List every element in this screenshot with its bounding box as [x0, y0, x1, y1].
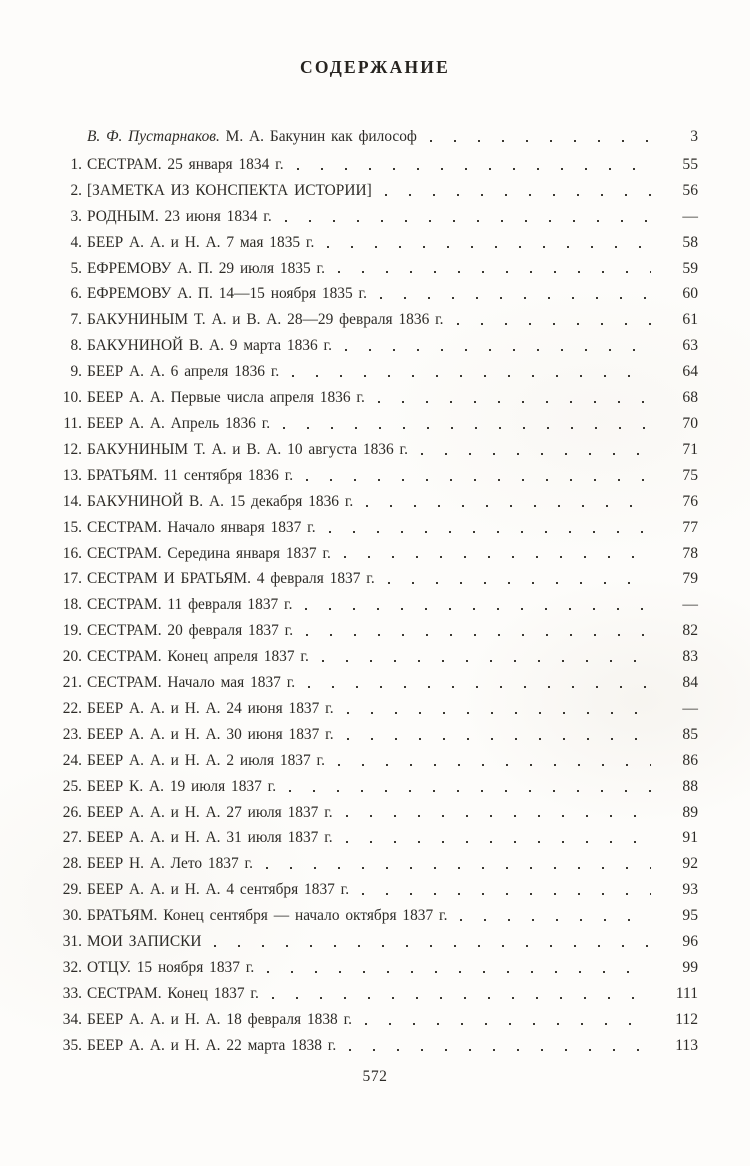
toc-entry [60, 307, 698, 333]
toc-entry-title: СЕСТРАМ. Середина января 1837 г. [87, 544, 331, 562]
toc-entry [60, 411, 698, 437]
page-folio-number: 572 [362, 1067, 388, 1085]
toc-entry-page: 55 [682, 155, 698, 173]
toc-entry [60, 333, 698, 359]
dot-leader [284, 152, 651, 178]
dot-leader [353, 489, 651, 515]
toc-entry-title [87, 124, 417, 150]
toc-entry-number: 32. [62, 959, 82, 976]
toc-entry [60, 929, 698, 955]
toc-entry-page: 92 [682, 855, 698, 873]
toc-entry-title: ЕФРЕМОВУ А. П. 29 июля 1835 г. [87, 259, 325, 277]
dot-leader [334, 722, 651, 748]
toc-entry [60, 592, 698, 618]
dot-leader [272, 204, 651, 230]
toc-entry-number: 5. [70, 259, 82, 277]
toc-entry-page: 91 [682, 829, 698, 847]
dot-leader [336, 1033, 651, 1059]
toc-entry [60, 1033, 698, 1059]
toc-entry-number: 9. [70, 363, 82, 381]
dot-leader [352, 1007, 651, 1033]
toc-entry-number: 8. [70, 337, 82, 355]
toc-entry-number: 22. [62, 699, 82, 717]
toc-entry-page: 60 [682, 285, 698, 303]
toc-entry [60, 204, 698, 230]
toc-entry-title: БЕЕР А. А. 6 апреля 1836 г. [87, 363, 280, 381]
toc-entry-title: БАКУНИНЫМ Т. А. и В. А. 10 августа 1836 г. [87, 440, 408, 458]
dot-leader [309, 644, 651, 670]
toc-entry-title: БРАТЬЯМ. 11 сентября 1836 г. [87, 466, 294, 484]
toc-entry-page: 75 [682, 466, 698, 484]
toc-entry [60, 877, 698, 903]
toc-entry-title: БАКУНИНОЙ В. А. 15 декабря 1836 г. [87, 492, 354, 510]
toc-entry-page: 82 [682, 622, 698, 640]
toc-entry-page: 85 [682, 725, 698, 743]
toc-entry [60, 541, 698, 567]
toc-entry-number: 16. [62, 544, 82, 562]
toc-entry-number: 4. [70, 233, 82, 251]
toc-entry-number: 10. [62, 389, 82, 407]
toc-entry-title: СЕСТРАМ. Конец 1837 г. [87, 984, 259, 1002]
toc-entry-title: БЕЕР А. А. и Н. А. 7 мая 1835 г. [87, 233, 315, 251]
toc-entry-number: 17. [62, 570, 82, 588]
toc-entry [60, 955, 698, 981]
toc-entry [60, 696, 698, 722]
toc-entry [60, 489, 698, 515]
toc-entry-number: 11. [63, 414, 82, 432]
toc-entry [60, 566, 698, 592]
toc-entry [60, 230, 698, 256]
dot-leader [372, 178, 651, 204]
toc-intro-author: В. Ф. Пустарнаков. [87, 128, 220, 145]
toc-entry-page: 64 [682, 363, 698, 381]
toc-list [0, 124, 750, 1059]
dot-leader [349, 877, 651, 903]
dot-leader [408, 437, 651, 463]
toc-entry-title: БЕЕР А. А. и Н. А. 18 февраля 1838 г. [87, 1010, 353, 1028]
toc-entry-number: 27. [62, 829, 82, 847]
toc-entry-number: 7. [70, 311, 82, 329]
toc-entry-page: 84 [682, 674, 698, 692]
dot-leader [333, 800, 651, 826]
toc-entry-title: БЕЕР А. А. и Н. А. 22 марта 1838 г. [87, 1036, 337, 1054]
toc-entry-page: 86 [682, 751, 698, 769]
toc-entry [60, 281, 698, 307]
toc-entry-page: 88 [682, 777, 698, 795]
toc-entry-number: 13. [62, 466, 82, 484]
toc-entry-page: 61 [682, 311, 698, 329]
toc-entry [60, 618, 698, 644]
toc-entry-title: СЕСТРАМ. 11 февраля 1837 г. [87, 596, 293, 614]
dot-leader [293, 618, 651, 644]
toc-entry [60, 385, 698, 411]
toc-entry [60, 851, 698, 877]
dot-leader [201, 929, 651, 955]
dot-leader [375, 566, 651, 592]
dot-leader [270, 411, 651, 437]
toc-entry-number: 35. [62, 1036, 82, 1054]
toc-entry-title: МОИ ЗАПИСКИ [87, 933, 202, 951]
dot-leader [254, 955, 651, 981]
toc-entry-page: 79 [682, 570, 698, 588]
toc-entry-page: 111 [675, 984, 698, 1002]
toc-entry-number: 19. [62, 622, 82, 640]
dot-leader [417, 124, 651, 150]
toc-entry [60, 825, 698, 851]
toc-entry [60, 774, 698, 800]
toc-entry-number: 31. [62, 933, 82, 951]
toc-entry [60, 722, 698, 748]
toc-entry-number: 20. [62, 648, 82, 666]
toc-entry [60, 981, 698, 1007]
toc-entry-title: БЕЕР А. А. и Н. А. 30 июня 1837 г. [87, 725, 334, 743]
toc-entry-page: — [682, 699, 698, 717]
toc-entry [60, 359, 698, 385]
dot-leader [316, 515, 651, 541]
toc-entry-number: 30. [62, 907, 82, 925]
toc-entry-title: БЕЕР А. А. и Н. А. 31 июля 1837 г. [87, 829, 333, 847]
toc-entry-number: 26. [62, 803, 82, 821]
toc-entry-title: ОТЦУ. 15 ноября 1837 г. [87, 959, 255, 976]
toc-entry-number: 24. [62, 751, 82, 769]
toc-entry-page: 56 [682, 181, 698, 199]
toc-entry-page: 99 [682, 959, 698, 976]
toc-entry-title: СЕСТРАМ. Конец апреля 1837 г. [87, 648, 309, 666]
toc-entry [60, 256, 698, 282]
toc-intro-work-title: М. А. Бакунин как философ [225, 128, 417, 145]
dot-leader [331, 541, 651, 567]
toc-entry-number: 12. [62, 440, 82, 458]
toc-entry-title: ЕФРЕМОВУ А. П. 14—15 ноября 1835 г. [87, 285, 367, 303]
dot-leader [447, 903, 651, 929]
dot-leader [259, 981, 651, 1007]
toc-entry-number: 29. [62, 881, 82, 899]
dot-leader [293, 463, 651, 489]
toc-entry-page: 68 [682, 389, 698, 407]
toc-entry-title: БЕЕР К. А. 19 июля 1837 г. [87, 777, 277, 795]
dot-leader [325, 256, 651, 282]
toc-entry-title: БАКУНИНОЙ В. А. 9 марта 1836 г. [87, 337, 332, 355]
toc-entry-page: 78 [682, 544, 698, 562]
toc-entry-title: РОДНЫМ. 23 июня 1834 г. [87, 207, 272, 225]
toc-entry-page: 63 [682, 337, 698, 355]
toc-entry-title: БЕЕР А. А. Первые числа апреля 1836 г. [87, 389, 365, 407]
toc-entry-title: СЕСТРАМ. Начало мая 1837 г. [87, 674, 296, 692]
toc-entry-number: 14. [62, 492, 82, 510]
toc-entry-page: 96 [682, 933, 698, 951]
toc-intro-entry [60, 124, 698, 150]
dot-leader [295, 670, 651, 696]
dot-leader [325, 748, 651, 774]
toc-entry-title: СЕСТРАМ. Начало января 1837 г. [87, 518, 316, 536]
toc-entry-page: 59 [682, 259, 698, 277]
toc-entry-page: — [682, 596, 698, 614]
toc-entry-number: 28. [62, 855, 82, 873]
toc-entry-number: 15. [62, 518, 82, 536]
toc-entry [60, 903, 698, 929]
toc-entry-page: 83 [682, 648, 698, 666]
toc-entry-number: 21. [62, 674, 82, 692]
toc-entry-title: БЕЕР А. А. и Н. А. 24 июня 1837 г. [87, 699, 334, 717]
toc-entry [60, 748, 698, 774]
toc-entry-title: БРАТЬЯМ. Конец сентября — начало октября 1837 г. [87, 907, 448, 925]
toc-entry-title: БЕЕР А. А. и Н. А. 2 июля 1837 г. [87, 751, 325, 769]
toc-entry-number: 1. [70, 155, 82, 173]
dot-leader [276, 774, 651, 800]
toc-entry-page: 112 [675, 1010, 698, 1028]
toc-entry-title: БАКУНИНЫМ Т. А. и В. А. 28—29 февраля 1836 г. [87, 311, 444, 329]
toc-entry-page: — [682, 207, 698, 225]
toc-entry-page: 77 [682, 518, 698, 536]
toc-entry-title: БЕЕР А. А. и Н. А. 4 сентября 1837 г. [87, 881, 350, 899]
toc-entry-number: 25. [62, 777, 82, 795]
dot-leader [334, 696, 651, 722]
toc-entry-title: [ЗАМЕТКА ИЗ КОНСПЕКТА ИСТОРИИ] [87, 181, 372, 199]
toc-entry-title: БЕЕР А. А. и Н. А. 27 июля 1837 г. [87, 803, 333, 821]
dot-leader [292, 592, 651, 618]
toc-entry [60, 463, 698, 489]
toc-entry-title: БЕЕР А. А. Апрель 1836 г. [87, 414, 271, 432]
toc-entry [60, 437, 698, 463]
dot-leader [365, 385, 651, 411]
dot-leader [367, 281, 651, 307]
toc-entry-number: 18. [62, 596, 82, 614]
toc-entry-page: 76 [682, 492, 698, 510]
toc-entry [60, 670, 698, 696]
toc-entry-number: 3. [70, 207, 82, 225]
dot-leader [253, 851, 651, 877]
dot-leader [333, 825, 651, 851]
toc-entry [60, 152, 698, 178]
toc-entry-page: 58 [682, 233, 698, 251]
toc-entry [60, 800, 698, 826]
dot-leader [279, 359, 651, 385]
toc-entry-number: 2. [70, 181, 82, 199]
toc-entry [60, 178, 698, 204]
toc-entry-number: 33. [62, 984, 82, 1002]
dot-leader [314, 230, 651, 256]
toc-entry-number: 6. [70, 285, 82, 303]
toc-entry-page: 113 [675, 1036, 698, 1054]
toc-entry-number: 23. [62, 725, 82, 743]
toc-entry [60, 1007, 698, 1033]
toc-entry-title: СЕСТРАМ И БРАТЬЯМ. 4 февраля 1837 г. [87, 570, 375, 588]
toc-entry-page: 93 [682, 881, 698, 899]
dot-leader [332, 333, 651, 359]
toc-entry [60, 515, 698, 541]
toc-entry-title: СЕСТРАМ. 25 января 1834 г. [87, 155, 284, 173]
toc-entry-page: 70 [682, 414, 698, 432]
toc-entry-page: 89 [682, 803, 698, 821]
toc-entry-title: СЕСТРАМ. 20 февраля 1837 г. [87, 622, 294, 640]
toc-entry-title: БЕЕР Н. А. Лето 1837 г. [87, 855, 253, 873]
toc-entry-page: 71 [682, 440, 698, 458]
toc-entry-number: 34. [62, 1010, 82, 1028]
toc-entry [60, 644, 698, 670]
toc-entry-page: 95 [682, 907, 698, 925]
dot-leader [444, 307, 651, 333]
page-title: СОДЕРЖАНИЕ [299, 57, 450, 77]
toc-entry-page: 3 [690, 128, 698, 145]
